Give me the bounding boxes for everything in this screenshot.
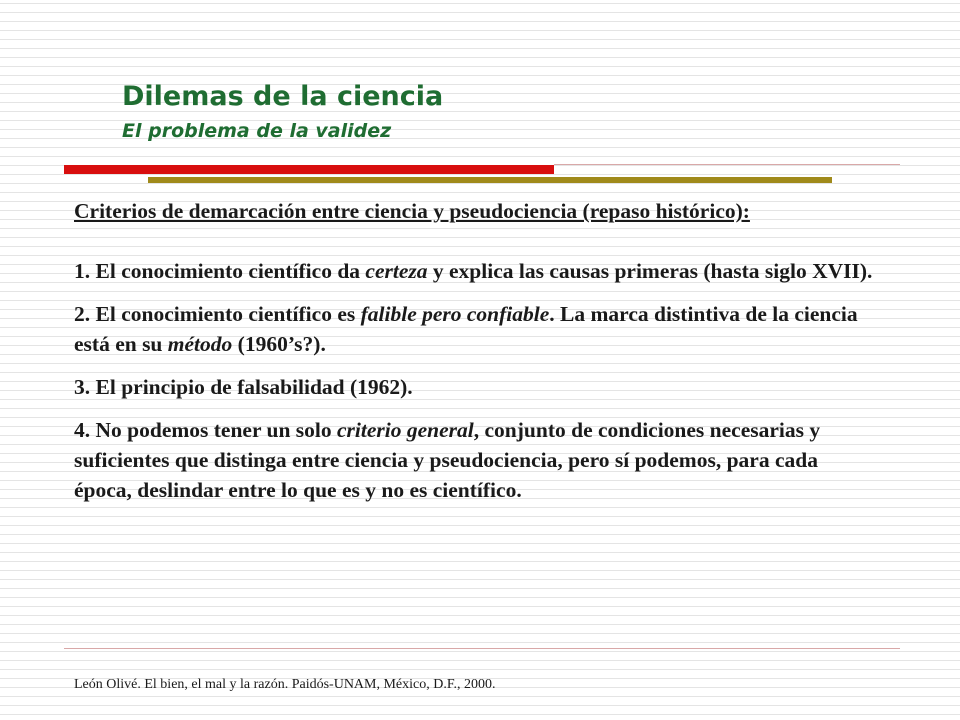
slide-subtitle: El problema de la validez — [122, 120, 392, 142]
red-thin-line — [554, 164, 900, 165]
criterion-item-1 — [74, 256, 874, 286]
criterion-item-2 — [74, 299, 874, 359]
criterion-2-text-b: . La marca distintiva de la ciencia está en su — [74, 302, 858, 356]
criterion-1-text-a: 1. El conocimiento científico da — [74, 259, 366, 283]
olive-accent-bar — [148, 177, 832, 183]
criterion-2-text-a: 2. El conocimiento científico es — [74, 302, 361, 326]
citation: León Olivé. El bien, el mal y la razón. Paidós-UNAM, México, D.F., 2000. — [74, 677, 496, 692]
criterion-4-text-a: 4. No podemos tener un solo — [74, 418, 337, 442]
criterion-2-emphasis-b: método — [167, 332, 233, 356]
criterion-1-emphasis: certeza — [365, 259, 428, 283]
footer-divider — [64, 648, 900, 649]
criterion-1-text-b: y explica las causas primeras (hasta siglo XVII). — [427, 259, 873, 283]
criterion-item-3 — [74, 372, 874, 402]
slide-title: Dilemas de la ciencia — [122, 81, 444, 112]
slide-content — [74, 196, 874, 518]
criterion-3-text: 3. El principio de falsabilidad (1962). — [74, 375, 413, 399]
section-heading: Criterios de demarcación entre ciencia y pseudociencia (repaso histórico): — [74, 199, 750, 223]
criterion-2-text-c: (1960’s?). — [232, 332, 326, 356]
criterion-2-emphasis-a: falible pero confiable — [360, 302, 550, 326]
criterion-4-emphasis: criterio general — [337, 418, 474, 442]
criterion-item-4 — [74, 415, 874, 505]
criterion-4-text-b: , conjunto de condiciones necesarias y suficientes que distinga entre ciencia y pseudociencia, pero sí podemos, para cada época, deslindar entre lo que es y no es científico. — [74, 418, 821, 502]
red-accent-bar — [64, 165, 554, 174]
